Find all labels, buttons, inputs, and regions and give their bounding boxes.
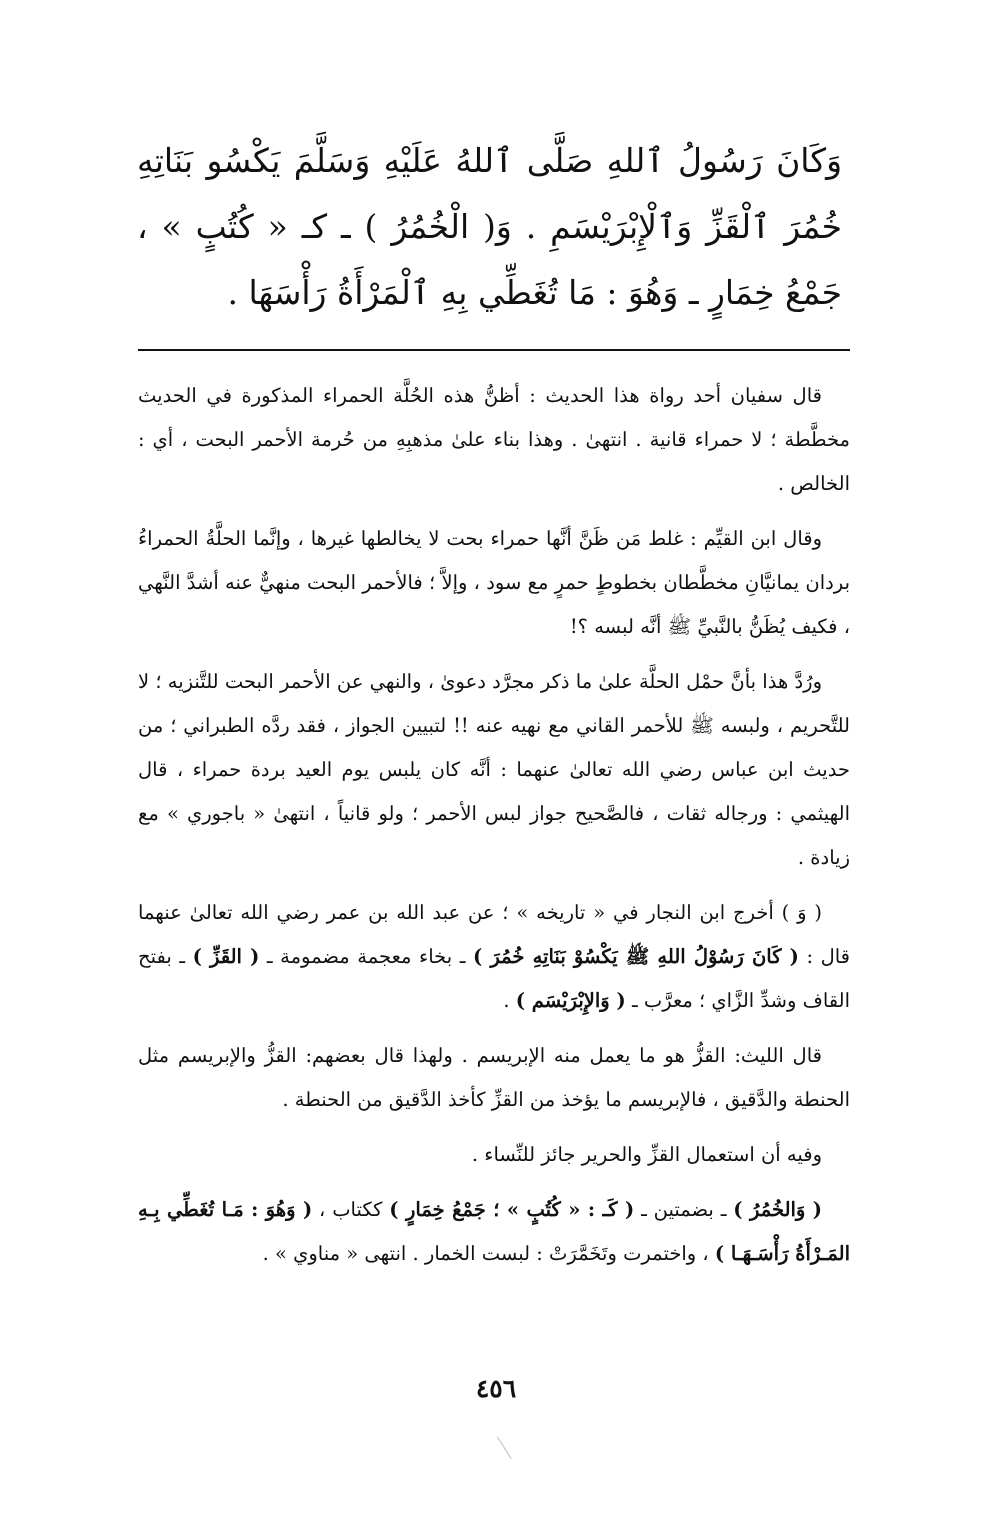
scan-mark bbox=[497, 1436, 512, 1459]
p4-end: . bbox=[503, 989, 516, 1012]
p7-note-1: ـ بضمتين ـ bbox=[634, 1198, 734, 1221]
p7-term-kutub: ( كَـ : « كُتُبٍ » ؛ جَمْعُ خِمَارٍ ) bbox=[389, 1198, 635, 1221]
p4-hadith-quote: ( كَانَ رَسُوْلُ اللهِ ﷺ يَكْسُوْ بَنَاتِهِ خُمُرَ ) bbox=[473, 945, 799, 968]
commentary-paragraph-7 bbox=[138, 1188, 850, 1276]
commentary-paragraph-4 bbox=[138, 891, 850, 1023]
p4-term-qazz: ( القَزِّ ) bbox=[192, 945, 260, 968]
p7-definition: ( وَهُوَ : مَـا تُغَطِّي بِـهِ المَـرْأَةُ رَأْسَـهَـا ) bbox=[138, 1198, 850, 1265]
footnote-divider bbox=[138, 349, 850, 351]
p4-term-ibrisam: ( وَالإِبْرَيْسَم ) bbox=[515, 989, 626, 1012]
commentary-section bbox=[138, 374, 850, 1287]
commentary-paragraph-3: ورُدَّ هذا بأنَّ حمْل الحلَّة علىٰ ما ذكر مجرَّد دعوىٰ ، والنهي عن الأحمر البحت للتَّنزيه ؛ لا للتَّحريم ، ولبسه ﷺ للأحمر القاني مع نهيه عنه !! لتبيين الجواز ، فقد ردَّه الطبراني ؛ من حديث ابن عباس رضي الله تعالىٰ عنهما : أنَّه كان يلبس يوم العيد بردة حمراء ، قال الهيثمي : ورجاله ثقات ، فالصَّحيح جواز لبس الأحمر ؛ ولو قانياً ، انتهىٰ « باجوري » مع زيادة . bbox=[138, 670, 850, 869]
commentary-paragraph-5: قال الليث: القزُّ هو ما يعمل منه الإبريسم . ولهذا قال بعضهم: القزُّ والإبريسم مثل الحنطة والدَّقيق ، فالإبريسم ما يؤخذ من القزِّ كأخذ الدَّقيق من الحنطة . bbox=[138, 1044, 850, 1111]
p4-intro: ( وَ ) أخرج ابن النجار في « تاريخه » ؛ عن عبد الله بن عمر رضي الله تعالىٰ عنهما قال : bbox=[138, 901, 851, 968]
commentary-paragraph-2: وقال ابن القيِّم : غلط مَن ظَنَّ أنَّها حمراء بحت لا يخالطها غيرها ، وإنَّما الحلَّةُ الحمراءُ بردان يمانيَّانِ مخطَّطان بخطوطٍ حمرٍ مع سود ، وإلاَّ ؛ فالأحمر البحت منهيٌّ عنه أشدَّ النَّهي ، فكيف يُظَنُّ بالنَّبيِّ ﷺ أنَّه لبسه ؟! bbox=[138, 527, 850, 638]
p7-note-2: ككتاب ، bbox=[312, 1198, 390, 1221]
page-number: ٤٥٦ bbox=[475, 1374, 517, 1403]
commentary-paragraph-6: وفيه أن استعمال القزِّ والحرير جائز للنِّساء . bbox=[471, 1143, 822, 1166]
p7-term-khumur: ( وَالخُمُرُ ) bbox=[733, 1198, 823, 1221]
commentary-paragraph-1: قال سفيان أحد رواة هذا الحديث : أظنُّ هذه الحُلَّة الحمراء المذكورة في الحديث مخطَّطة ؛ لا حمراء قانية . انتهىٰ . وهذا بناء علىٰ مذهبِهِ من حُرمة الأحمر البحت ، أي : الخالص . bbox=[138, 384, 850, 495]
p4-note-2: ـ بفتح القاف وشدِّ الزَّاي ؛ معرَّب ـ bbox=[138, 945, 850, 1012]
p7-end: ، واختمرت وتَخَمَّرَتْ : لبست الخمار . انتهى « مناوي » . bbox=[262, 1242, 715, 1265]
p4-note-1: ـ بخاء معجمة مضمومة ـ bbox=[259, 945, 473, 968]
main-hadith-text: وَكَانَ رَسُولُ ٱللهِ صَلَّى ٱللهُ عَلَيْهِ وَسَلَّمَ يَكْسُو بَنَاتِهِ خُمُرَ ٱلْقَزِّ وَٱلْإِبْرَيْسَمِ . وَ( الْخُمُرُ ) ـ كـ « كُتُبٍ » ، جَمْعُ خِمَارٍ ـ وَهُوَ : مَا تُغَطِّي بِهِ ٱلْمَرْأَةُ رَأْسَهَا . bbox=[137, 141, 842, 312]
